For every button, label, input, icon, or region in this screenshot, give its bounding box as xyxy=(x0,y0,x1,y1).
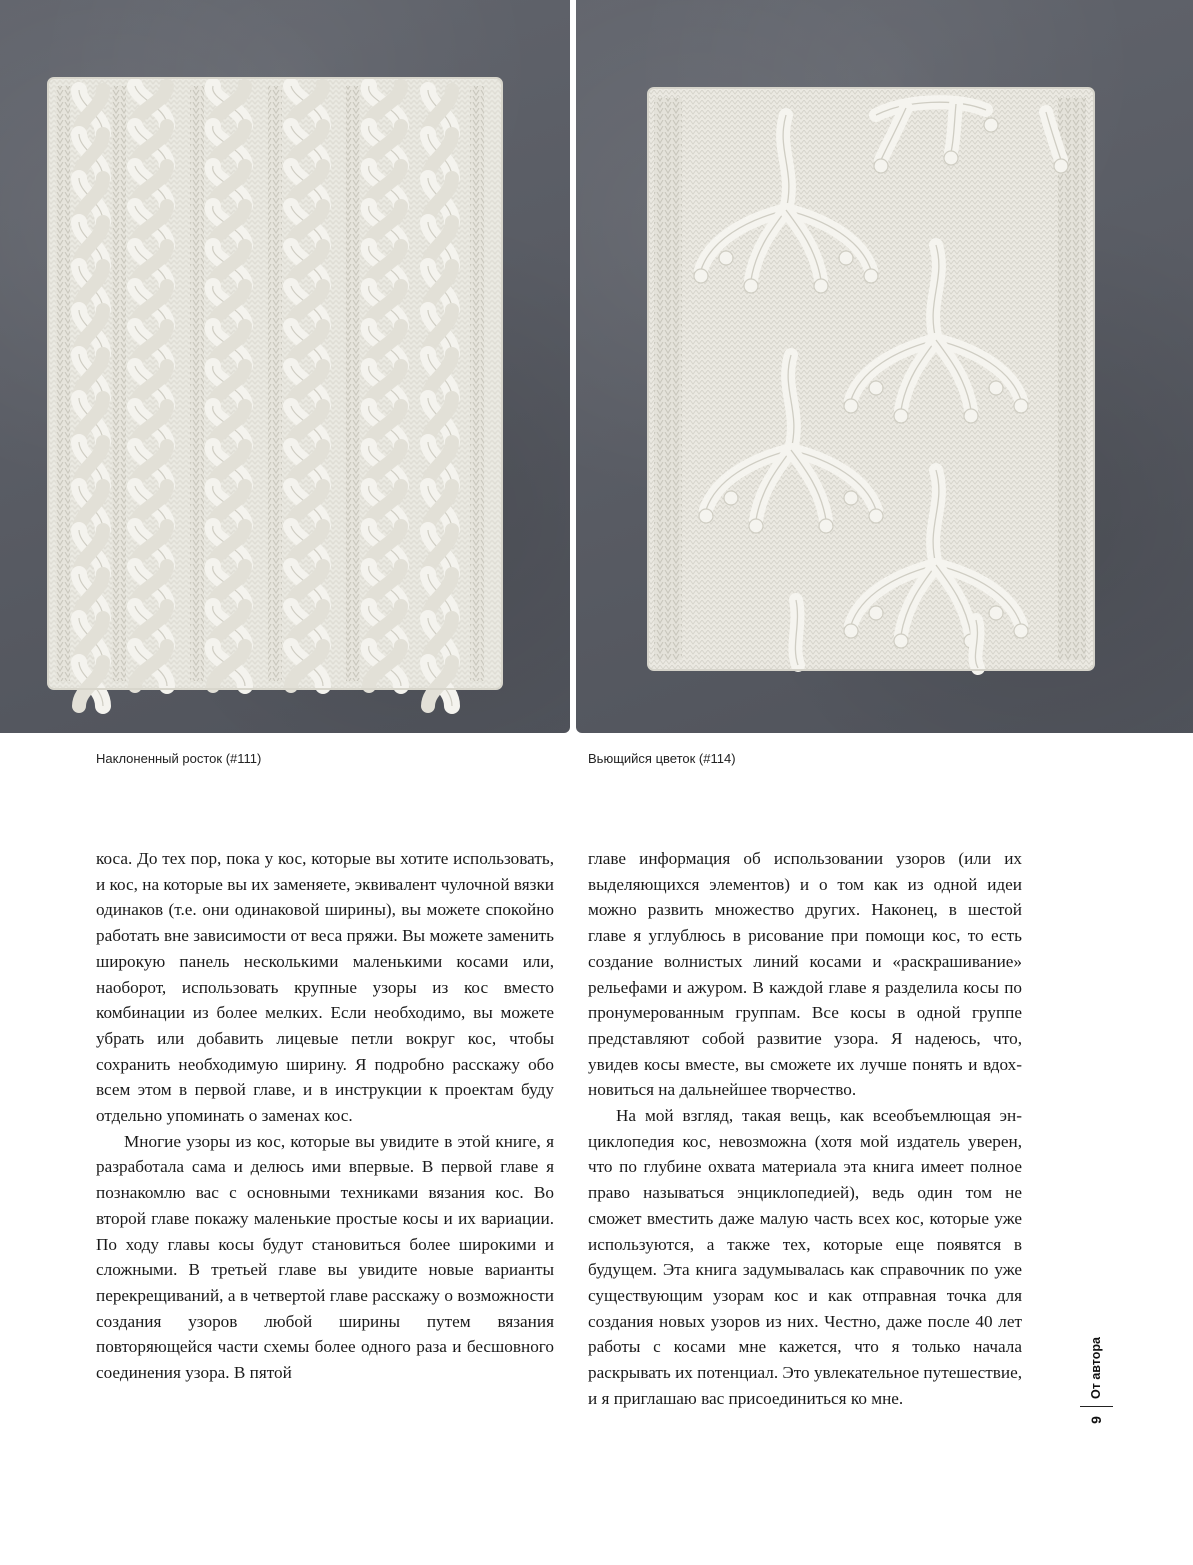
paragraph: Многие узоры из кос, которые вы увидите в этой книге, я разработала сама и делюсь ими впервые. В первой главе я познакомлю вас с основными техниками вязания кос. Во второй главе покажу маленькие простые косы и их вариации. По ходу главы косы будут становиться более широкими и сложными. В третьей главе вы увидите новые варианты перекрещиваний, а в четвертой главе расскажу о возможности создания узоров любой ширины путем вязания повторяющейся части схемы более одного раза и бесшовного соединения узора. В пятой xyxy=(96,1131,554,1383)
paragraph: коса. До тех пор, пока у кос, которые вы хотите использовать, и кос, на которые вы их заменяете, эквивалент чулочной вязки одинаков (т.е. они одинаковой ширины), вы можете спокойно работать вне зависимости от веса пряжи. Вы можете заменить широкую панель несколькими маленькими косами или, наоборот, использовать крупные узоры из кос вместо комбинации из более мелких. Если необходимо, вы можете убрать или добавить лицевые петли вокруг кос, чтобы сохранить необходимую ширину. Я подробно расскажу обо всем этом в первой главе, и в инструкции к проектам буду отдельно упоминать о заменах кос. xyxy=(96,849,554,1126)
text-column-right xyxy=(588,846,1022,1411)
page-divider xyxy=(1080,1406,1113,1407)
photo-swatch-111 xyxy=(0,0,570,733)
caption-left: Наклоненный росток (#111) xyxy=(96,751,262,766)
page-number: 9 xyxy=(1087,1416,1104,1424)
paragraph: На мой взгляд, такая вещь, как всеобъемлющая энциклопедия кос, невозможна (хотя мой издатель уверен, что по глубине охвата материала эта книга имеет полное право называться энциклопедией), ведь один том не сможет вместить даже малую часть всех кос, которые уже используются, а также тех, которые еще появятся в будущем. Эта книга задумывалась как справочник по уже существующим узорам кос и как отправная точка для создания новых узоров из них. Честно, даже после 40 лет работы с косами мне кажется, что я только начала раскрывать их потенциал. Это увлекательное путешествие, и я приглашаю вас присоединиться ко мне. xyxy=(588,1106,1022,1408)
photo-swatch-114 xyxy=(576,0,1193,733)
text-column-left xyxy=(96,846,554,1386)
caption-right: Вьющийся цветок (#114) xyxy=(588,751,736,766)
paragraph: главе информация об использовании узоров (или их выделяющихся элементов) и о том как из одной идеи можно развить множество других. Наконец, в шестой главе я углублюсь в рисование при помощи кос, то есть создание волнистых линий косами и «раскрашивание» рельефами и ажуром. В каждой главе я разделила косы по пронумерованным группам. Все косы в одной группе представляют собой развитие узора. Я надеюсь, что, увидев косы вместе, вы сможете их лучше понять и вдохновиться на дальнейшее творчество. xyxy=(588,849,1022,1100)
knitted-swatch-vine xyxy=(576,0,1193,733)
knitted-swatch-cables xyxy=(0,0,570,733)
section-label: От автора xyxy=(1089,1337,1104,1399)
